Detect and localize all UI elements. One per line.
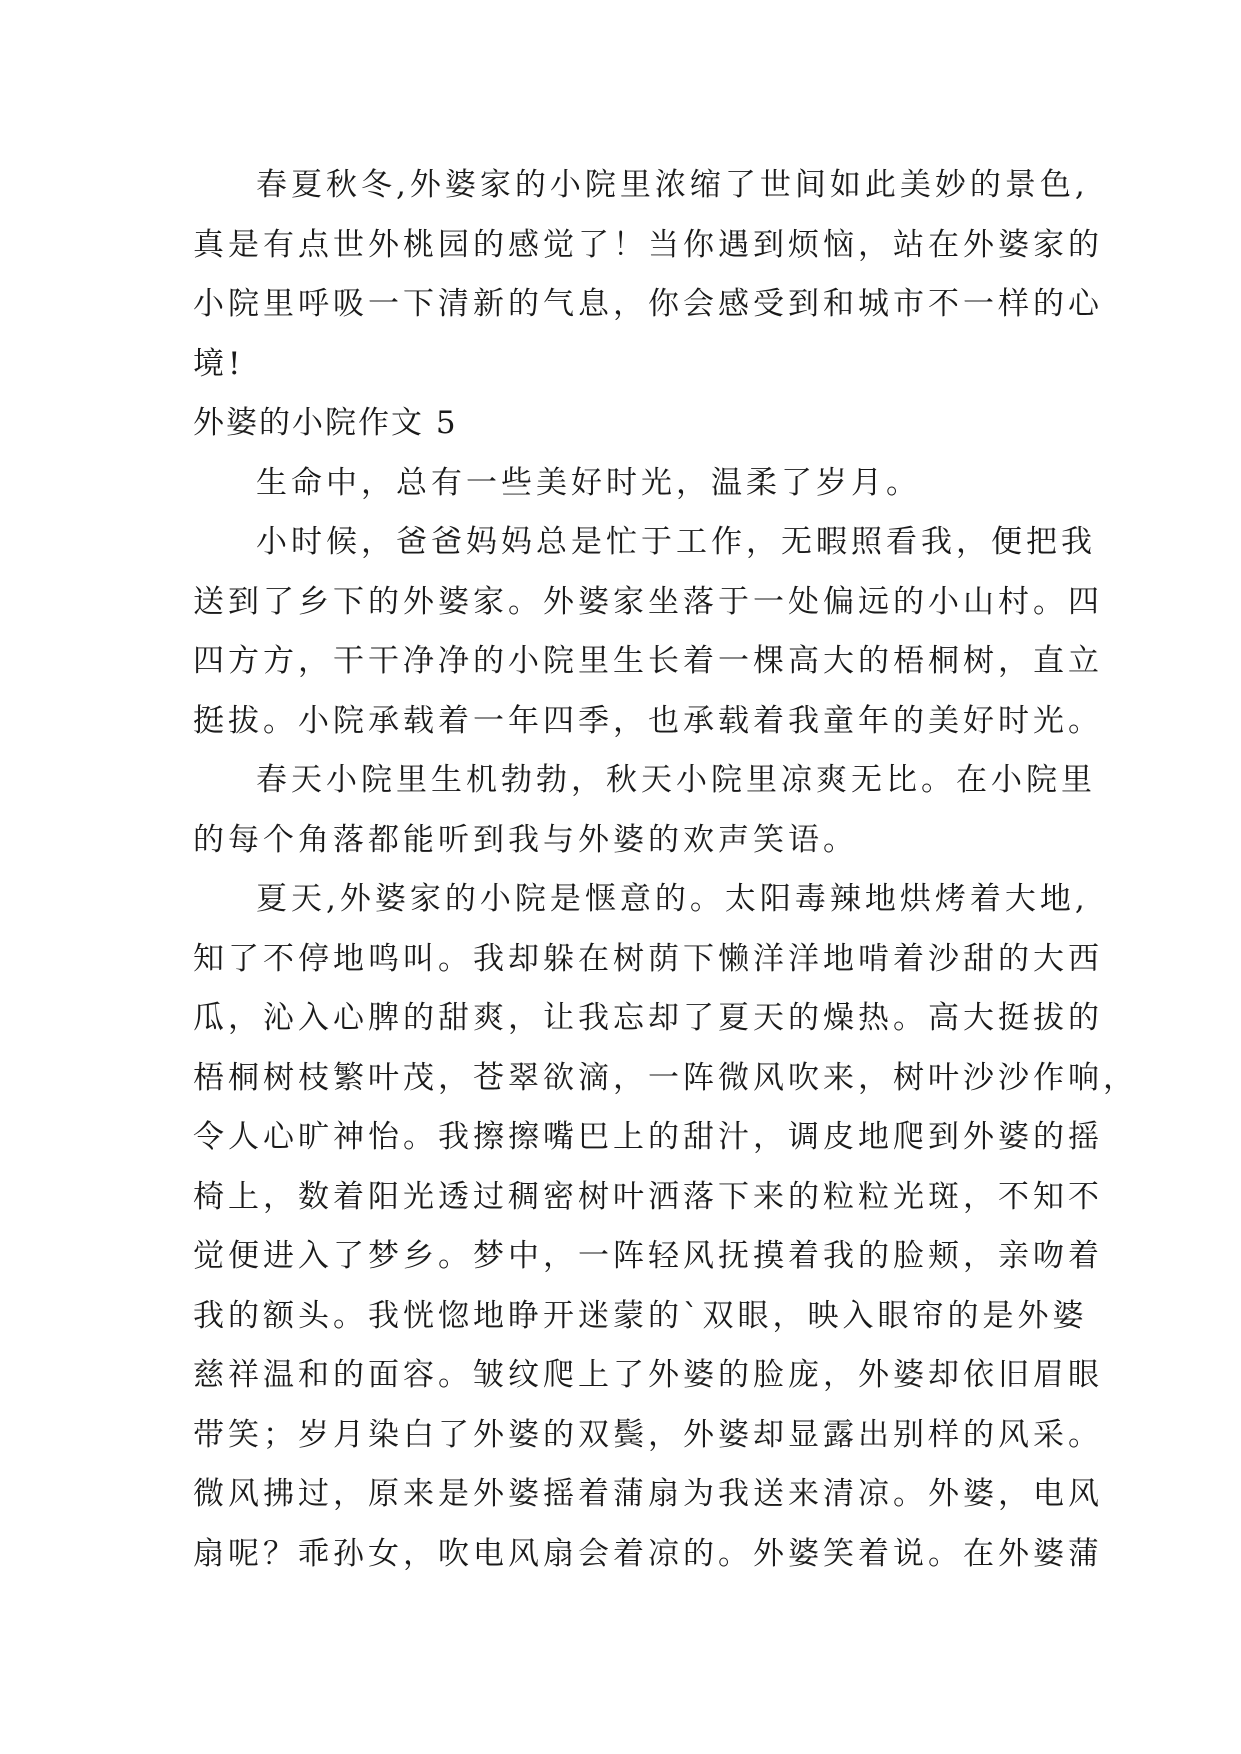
text-line: 令人心旷神怡。我擦擦嘴巴上的甜汁，调皮地爬到外婆的摇 — [193, 1119, 1103, 1155]
text-line: 带笑；岁月染白了外婆的双鬓，外婆却显露出别样的风采。 — [193, 1416, 1103, 1453]
text-line: 小院里呼吸一下清新的气息，你会感受到和城市不一样的心 — [193, 286, 1103, 322]
text-line: 真是有点世外桃园的感觉了！当你遇到烦恼，站在外婆家的 — [193, 226, 1103, 263]
text-line: 小时候，爸爸妈妈总是忙于工作，无暇照看我，便把我 — [256, 524, 1096, 560]
text-line: 春天小院里生机勃勃，秋天小院里凉爽无比。在小院里 — [256, 762, 1096, 798]
text-line: 微风拂过，原来是外婆摇着蒲扇为我送来清凉。外婆，电风 — [193, 1476, 1103, 1512]
text-line: 四方方，干干净净的小院里生长着一棵高大的梧桐树，直立 — [193, 643, 1103, 679]
text-line: 的每个角落都能听到我与外婆的欢声笑语。 — [193, 821, 858, 858]
document-body — [193, 156, 1138, 1584]
section-heading: 外婆的小院作文 5 — [193, 405, 458, 441]
text-line: 扇呢？乖孙女，吹电风扇会着凉的。外婆笑着说。在外婆蒲 — [193, 1535, 1103, 1572]
text-line: 夏天,外婆家的小院是惬意的。太阳毒辣地烘烤着大地, — [256, 881, 1089, 917]
text-line: 送到了乡下的外婆家。外婆家坐落于一处偏远的小山村。四 — [193, 583, 1103, 620]
text-line: 慈祥温和的面容。皱纹爬上了外婆的脸庞，外婆却依旧眉眼 — [193, 1357, 1103, 1393]
text-line: 生命中，总有一些美好时光，温柔了岁月。 — [256, 464, 921, 501]
text-line: 知了不停地鸣叫。我却躲在树荫下懒洋洋地啃着沙甜的大西 — [193, 940, 1103, 977]
text-line: 春夏秋冬,外婆家的小院里浓缩了世间如此美妙的景色, — [256, 167, 1089, 203]
text-line: 境! — [193, 345, 245, 382]
text-line: 挺拔。小院承载着一年四季，也承载着我童年的美好时光。 — [193, 702, 1103, 739]
text-line: 椅上，数着阳光透过稠密树叶洒落下来的粒粒光斑，不知不 — [193, 1178, 1103, 1215]
text-line: 瓜，沁入心脾的甜爽，让我忘却了夏天的燥热。高大挺拔的 — [193, 1000, 1103, 1036]
text-line: 梧桐树枝繁叶茂，苍翠欲滴，一阵微风吹来，树叶沙沙作响， — [193, 1059, 1138, 1096]
text-line: 我的额头。我恍惚地睁开迷蒙的`双眼，映入眼帘的是外婆 — [193, 1297, 1088, 1334]
text-line: 觉便进入了梦乡。梦中，一阵轻风抚摸着我的脸颊，亲吻着 — [193, 1238, 1103, 1274]
